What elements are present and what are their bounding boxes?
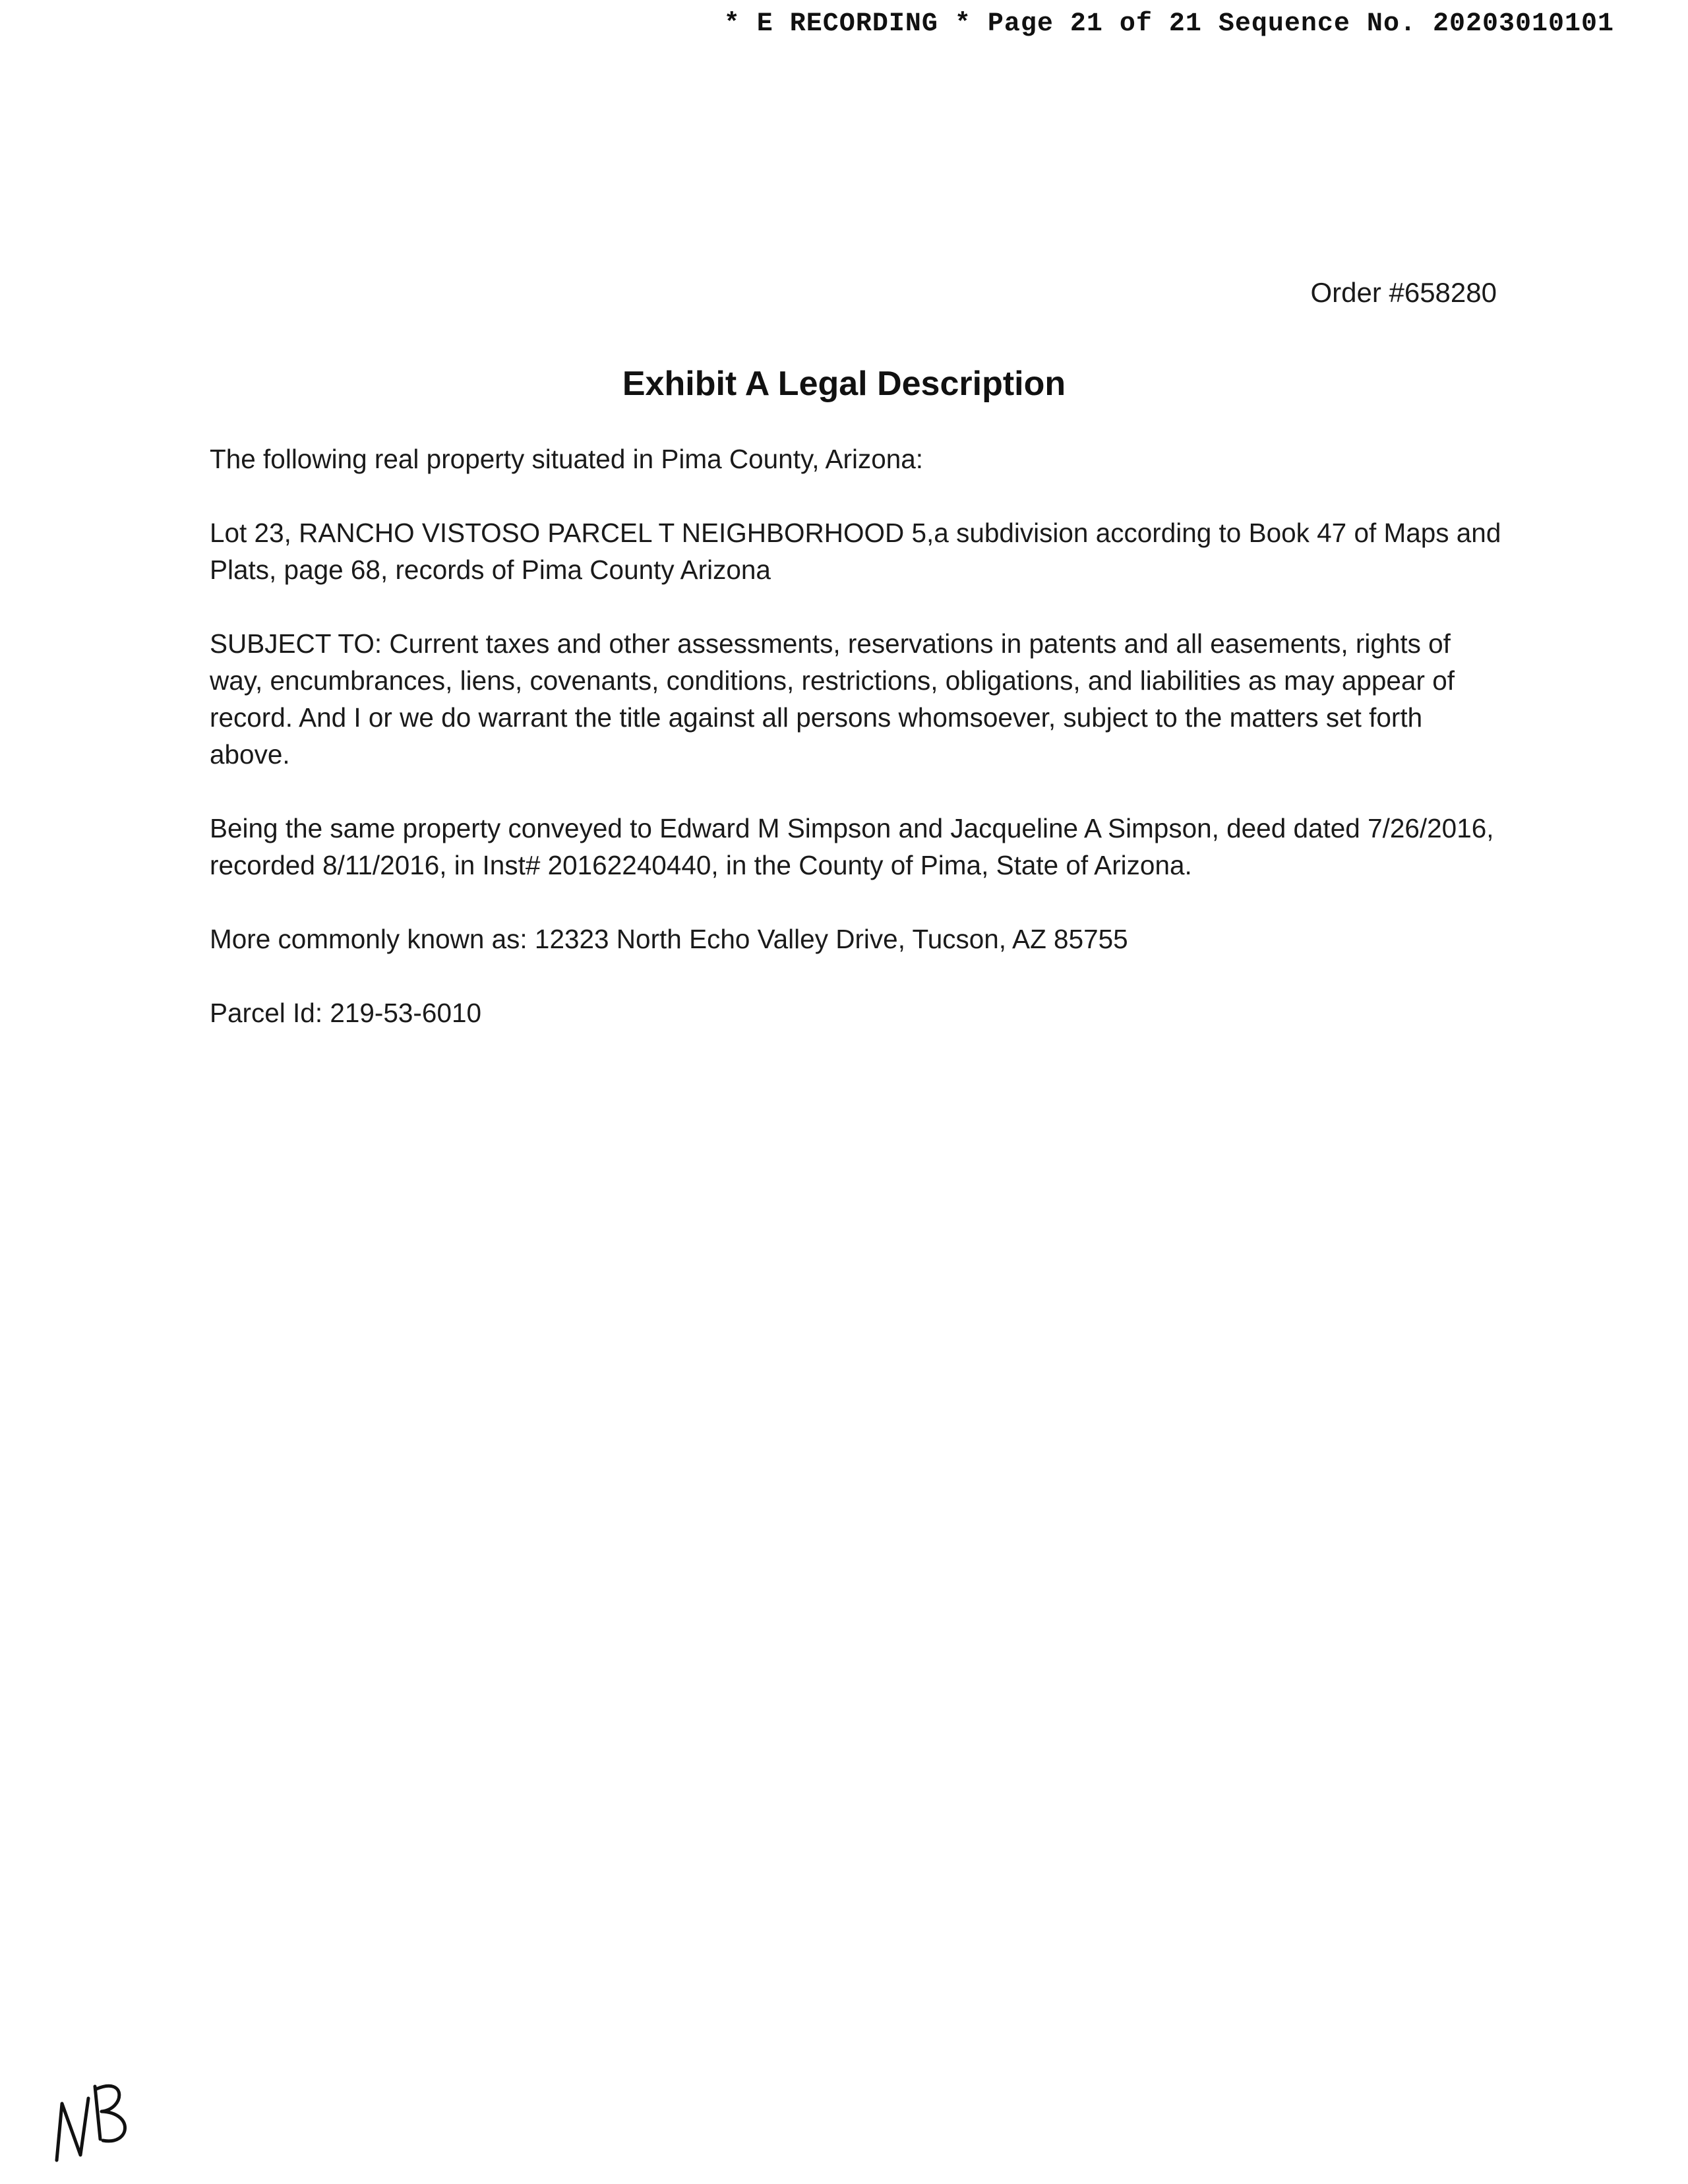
lot-paragraph: Lot 23, RANCHO VISTOSO PARCEL T NEIGHBORHOOD 5,a subdivision according to Book 47 of Maps and Plats, page 68, records of Pima County Arizona <box>210 518 1501 585</box>
conveyance-paragraph: Being the same property conveyed to Edward M Simpson and Jacqueline A Simpson, deed dated 7/26/2016, recorded 8/11/2016, in Inst# 20162240440, in the County of Pima, State of Arizona. <box>210 813 1494 880</box>
subject-to-paragraph: SUBJECT TO: Current taxes and other assessments, reservations in patents and all easements, rights of way, encumbrances, liens, covenants, conditions, restrictions, obligations, and liabilities as may appear of record. And I or we do warrant the title against all persons whomsoever, subject to the matters set forth above. <box>210 628 1455 770</box>
order-number: Order #658280 <box>1310 277 1497 308</box>
address-paragraph: More commonly known as: 12323 North Echo Valley Drive, Tucson, AZ 85755 <box>210 924 1128 954</box>
page-title: Exhibit A Legal Description <box>622 365 1066 403</box>
handwritten-initials <box>47 2063 140 2168</box>
intro-paragraph: The following real property situated in Pima County, Arizona: <box>210 444 924 474</box>
recording-header: * E RECORDING * Page 21 of 21 Sequence No. 20203010101 <box>723 9 1614 39</box>
parcel-id-paragraph: Parcel Id: 219-53-6010 <box>210 998 482 1028</box>
legal-description-body <box>210 440 1502 1068</box>
